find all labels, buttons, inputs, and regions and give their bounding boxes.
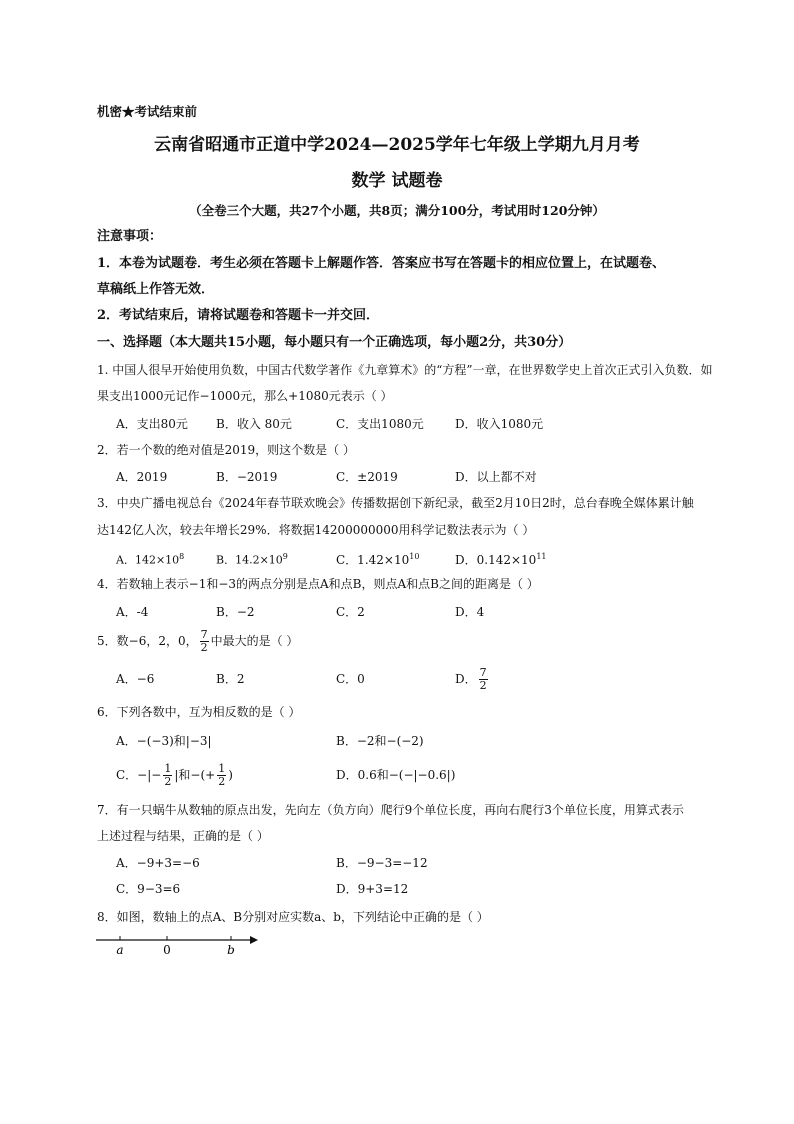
q2-option-c: C．±2019 <box>336 470 398 484</box>
paper-info: （全卷三个大题，共27个小题，共8页；满分100分，考试用时120分钟） <box>189 203 605 218</box>
q2-stem: 2．若一个数的绝对值是2019，则这个数是（ ） <box>97 443 355 457</box>
q1-stem-line-1: 1. 中国人很早开始使用负数，中国古代数学著作《九章算术》的“方程”一章，在世界数学史上首次正式引入负数．如 <box>97 363 713 377</box>
q2-option-b: B．−2019 <box>216 470 278 484</box>
q7-stem-line-1: 7．有一只蜗牛从数轴的原点出发，先向左（负方向）爬行9个单位长度，再向右爬行3个单位长度，用算式表示 <box>97 803 684 817</box>
label-b: b <box>227 943 235 957</box>
q5-option-d: D． $\frac{7}{2}$ <box>455 666 487 692</box>
notes-heading: 注意事项： <box>97 229 163 244</box>
q3-stem-line-2: 达142亿人次，较去年增长29%．将数据14200000000用科学记数法表示为（ ） <box>97 523 535 537</box>
q6-stem: 6．下列各数中，互为相反数的是（ ） <box>97 705 301 719</box>
q7-option-b: B．−9−3=−12 <box>336 856 428 870</box>
q3-stem-line-1: 3．中央广播电视总台《2024年春节联欢晚会》传播数据创下新纪录，截至2月10日2时，总台春晚全媒体累计触 <box>97 496 694 510</box>
q1-option-a: A．支出80元 <box>116 417 188 431</box>
q1-stem-line-2: 果支出1000元记作−1000元，那么+1080元表示（ ） <box>97 389 393 403</box>
label-a: a <box>116 943 124 957</box>
q7-stem-line-2: 上述过程与结果，正确的是（ ） <box>97 829 269 843</box>
q6-option-c-fraction-2: $\frac{1}{2}$ <box>218 762 226 788</box>
q5-stem: 5．数−6，2，0， $\frac{7}{2}$ 中最大的是（ ） <box>97 628 299 654</box>
note-item-2: 2．考试结束后，请将试题卷和答题卡一并交回． <box>97 308 380 323</box>
q6-option-c: C．−|− $\frac{1}{2}$ |和−(+ $\frac{1}{2}$ ) <box>116 762 233 788</box>
q4-stem: 4．若数轴上表示−1和−3的两点分别是点A和点B，则点A和点B之间的距离是（ ） <box>97 577 539 591</box>
q5-option-a: A．−6 <box>116 672 155 686</box>
exam-title: 云南省昭通市正道中学2024—2025学年七年级上学期九月月考 <box>154 135 640 155</box>
q7-option-c: C．9−3=6 <box>116 882 181 896</box>
q1-option-b: B．收入 80元 <box>216 417 292 431</box>
q4-option-a: A．-4 <box>116 605 149 619</box>
q5-fraction: $\frac{7}{2}$ <box>200 628 208 654</box>
q6-option-c-fraction-1: $\frac{1}{2}$ <box>164 762 172 788</box>
q3-option-b: B．$14.2\times 10^9$ <box>216 552 288 567</box>
q5-option-d-fraction: $\frac{7}{2}$ <box>479 666 487 692</box>
q5-option-c: C．0 <box>336 672 365 686</box>
number-line-arrow <box>250 936 258 944</box>
q7-option-d: D．9+3=12 <box>336 882 409 896</box>
section-1-heading: 一、选择题（本大题共15小题，每小题只有一个正确选项，每小题2分，共30分） <box>97 335 572 350</box>
q6-option-b: B．−2和−(−2) <box>336 734 424 748</box>
q4-option-b: B．−2 <box>216 605 255 619</box>
label-0: 0 <box>163 943 171 957</box>
q6-option-a: A．−(−3)和|−3| <box>116 734 212 748</box>
q3-option-c: C．$1.42\times 10^{10}$ <box>336 552 420 567</box>
note-item-1-line-2: 草稿纸上作答无效． <box>97 282 215 297</box>
q1-option-c: C．支出1080元 <box>336 417 424 431</box>
q3-option-d: D．$0.142\times 10^{11}$ <box>455 552 547 567</box>
q4-option-c: C．2 <box>336 605 365 619</box>
q1-option-d: D．收入1080元 <box>455 417 544 431</box>
q2-option-a: A．2019 <box>116 470 168 484</box>
q2-option-d: D．以上都不对 <box>455 470 537 484</box>
exam-subtitle: 数学 试题卷 <box>351 171 443 191</box>
q8-number-line <box>92 932 262 958</box>
secret-mark: 机密★考试结束前 <box>97 104 198 119</box>
q4-option-d: D．4 <box>455 605 485 619</box>
note-item-1-line-1: 1．本卷为试题卷．考生必须在答题卡上解题作答．答案应书写在答题卡的相应位置上，在试题卷、 <box>97 256 666 271</box>
q3-option-a: A．$142\times 10^8$ <box>116 552 185 567</box>
q8-stem: 8．如图，数轴上的点A、B分别对应实数a、b，下列结论中正确的是（ ） <box>97 910 489 924</box>
q7-option-a: A．−9+3=−6 <box>116 856 200 870</box>
q6-option-d: D．0.6和−(−|−0.6|) <box>336 768 456 782</box>
q5-option-b: B．2 <box>216 672 245 686</box>
